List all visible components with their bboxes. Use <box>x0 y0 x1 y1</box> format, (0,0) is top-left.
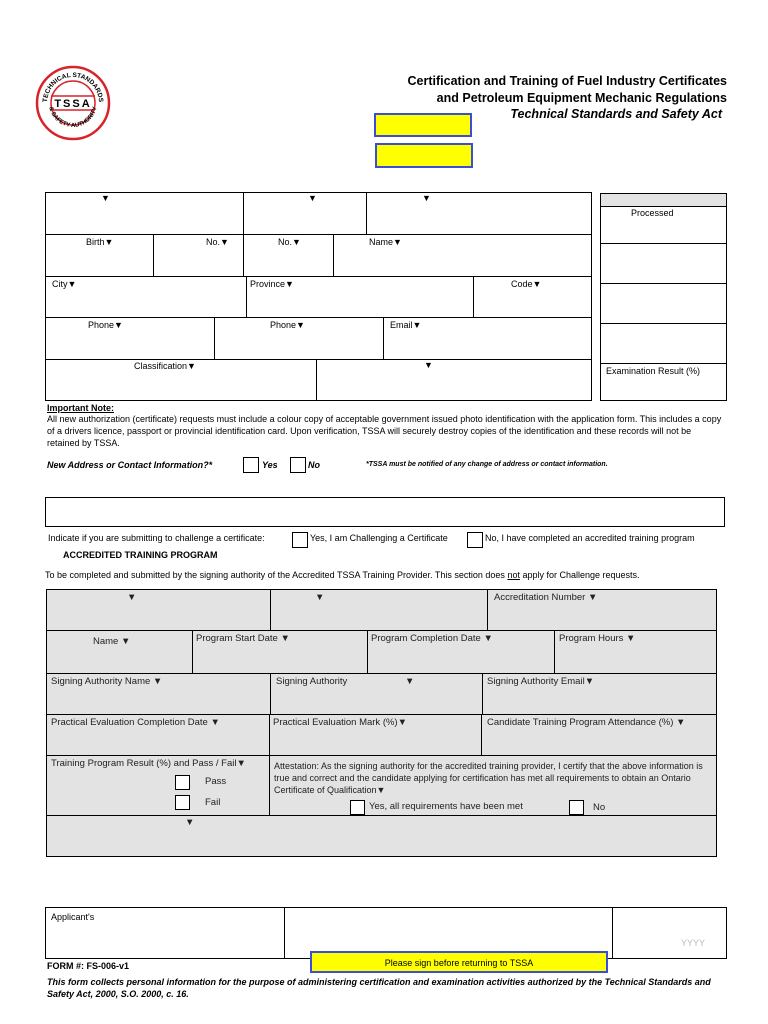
attestation-text: Attestation: As the signing authority for the accredited training provider, I certify that the above information is true and correct and the candidate applying for certification has met all requirements to obtain an Ontario Certificate of Qualification▼ <box>274 761 703 795</box>
label-exam-result: Examination Result (%) <box>606 366 701 376</box>
field-phone-1[interactable] <box>46 318 215 360</box>
office-field-4[interactable] <box>601 324 726 364</box>
dropdown-arrow: ▼ <box>101 193 110 203</box>
field-r1c3[interactable] <box>367 193 592 235</box>
label-attest-yes: Yes, all requirements have been met <box>369 801 523 812</box>
field-r5c2[interactable] <box>317 360 592 401</box>
office-field-3[interactable] <box>601 284 726 324</box>
office-field-2[interactable] <box>601 244 726 284</box>
attest-no-checkbox[interactable] <box>569 800 584 815</box>
training-intro: To be completed and submitted by the signing authority of the Accredited TSSA Training Provider. This section does not apply for Challenge requests. <box>45 570 640 580</box>
label-email: Email▼ <box>390 320 422 330</box>
label-attest-no: No <box>593 802 606 813</box>
dropdown-arrow: ▼ <box>424 360 433 370</box>
applicant-info-table <box>45 192 592 401</box>
label-name: Name ▼ <box>93 636 131 647</box>
label-program-start-date: Program Start Date ▼ <box>196 633 290 644</box>
label-phone-1: Phone▼ <box>88 320 123 330</box>
label-accreditation-number: Accreditation Number ▼ <box>494 592 598 603</box>
new-address-question: New Address or Contact Information?* <box>47 460 213 470</box>
challenge-prompt: Indicate if you are submitting to challenge a certificate: <box>48 533 265 543</box>
label-province: Province▼ <box>250 279 294 289</box>
field-date[interactable] <box>613 908 726 958</box>
training-field-r1c1[interactable] <box>47 590 271 631</box>
training-heading: ACCREDITED TRAINING PROGRAM <box>63 550 218 560</box>
label-practical-evaluation-date: Practical Evaluation Completion Date ▼ <box>51 717 220 728</box>
dropdown-arrow: ▼ <box>127 592 137 603</box>
new-address-yes-label: Yes <box>262 460 278 470</box>
label-signing-authority-email: Signing Authority Email▼ <box>487 676 595 687</box>
training-field-r1c2[interactable] <box>271 590 488 631</box>
label-name: Name▼ <box>369 237 402 247</box>
header-line-3: Technical Standards and Safety Act <box>510 107 722 121</box>
please-sign-button[interactable] <box>310 951 608 973</box>
yellow-field-1[interactable] <box>374 113 472 137</box>
fail-checkbox[interactable] <box>175 795 190 810</box>
label-processed: Processed <box>631 208 674 218</box>
please-sign-label: Please sign before returning to TSSA <box>384 958 534 968</box>
label-no-1: No.▼ <box>206 237 229 247</box>
label-training-result: Training Program Result (%) and Pass / Fail▼ <box>51 758 246 769</box>
label-program-hours: Program Hours ▼ <box>559 633 636 644</box>
new-address-no-label: No <box>308 460 320 470</box>
dropdown-arrow: ▼ <box>405 676 415 687</box>
label-practical-evaluation-mark: Practical Evaluation Mark (%)▼ <box>273 717 407 728</box>
field-r1c2[interactable] <box>244 193 367 235</box>
dropdown-arrow: ▼ <box>308 193 317 203</box>
label-yyyy: YYYY <box>681 938 706 948</box>
office-use-table <box>600 193 727 401</box>
label-signing-authority-name: Signing Authority Name ▼ <box>51 676 163 687</box>
field-r1c1[interactable] <box>46 193 244 235</box>
dropdown-arrow: ▼ <box>315 592 325 603</box>
tssa-logo <box>34 64 112 142</box>
label-signing-authority: Signing Authority <box>276 676 348 687</box>
new-address-yes-checkbox[interactable] <box>243 457 259 473</box>
privacy-notice: This form collects personal information for the purpose of administering certification and examination activities authorized by the Technical Standards and Safety Act, 2000, S.O. 2000, c. 16. <box>47 977 711 999</box>
new-address-note: *TSSA must be notified of any change of address or contact information. <box>366 461 608 468</box>
challenge-yes-label: Yes, I am Challenging a Certificate <box>310 533 448 543</box>
yellow-field-2[interactable] <box>375 143 473 168</box>
label-city: City▼ <box>52 279 77 289</box>
important-note-body: All new authorization (certificate) requests must include a colour copy of acceptable government issued photo identification with the application form. This includes a copy of a drivers licence, passport or provincial identification card. Upon verification, TSSA will securely destroy copies of the identification and these records will not be retained by TSSA. <box>47 414 722 448</box>
logo-top-text: TECHNICAL STANDARDS <box>41 71 105 103</box>
form-number: FORM #: FS-006-v1 <box>47 961 130 971</box>
new-address-no-checkbox[interactable] <box>290 457 306 473</box>
important-note-heading: Important Note: <box>47 403 114 413</box>
training-table <box>46 589 717 857</box>
label-phone-2: Phone▼ <box>270 320 305 330</box>
text-field-box[interactable] <box>45 497 725 527</box>
label-classification: Classification▼ <box>134 361 196 371</box>
attest-yes-checkbox[interactable] <box>350 800 365 815</box>
dropdown-arrow: ▼ <box>422 193 431 203</box>
header-line-2: and Petroleum Equipment Mechanic Regulations <box>436 91 727 105</box>
label-fail: Fail <box>205 797 221 808</box>
label-program-completion-date: Program Completion Date ▼ <box>371 633 493 644</box>
label-pass: Pass <box>205 776 227 787</box>
label-no-2: No.▼ <box>278 237 301 247</box>
label-applicant: Applicant's <box>51 912 95 922</box>
challenge-no-checkbox[interactable] <box>467 532 483 548</box>
dropdown-arrow: ▼ <box>185 817 195 828</box>
label-birth: Birth▼ <box>86 237 114 247</box>
header-line-1: Certification and Training of Fuel Industry Certificates <box>407 74 727 88</box>
challenge-no-label: No, I have completed an accredited training program <box>485 533 695 543</box>
logo-center-text: TSSA <box>54 98 92 110</box>
label-candidate-attendance: Candidate Training Program Attendance (%) ▼ <box>487 717 686 728</box>
label-code: Code▼ <box>511 279 542 289</box>
field-no-1[interactable] <box>154 235 244 277</box>
pass-checkbox[interactable] <box>175 775 190 790</box>
challenge-yes-checkbox[interactable] <box>292 532 308 548</box>
logo-bottom-text: & SAFETY AUTHORITY <box>47 106 99 130</box>
